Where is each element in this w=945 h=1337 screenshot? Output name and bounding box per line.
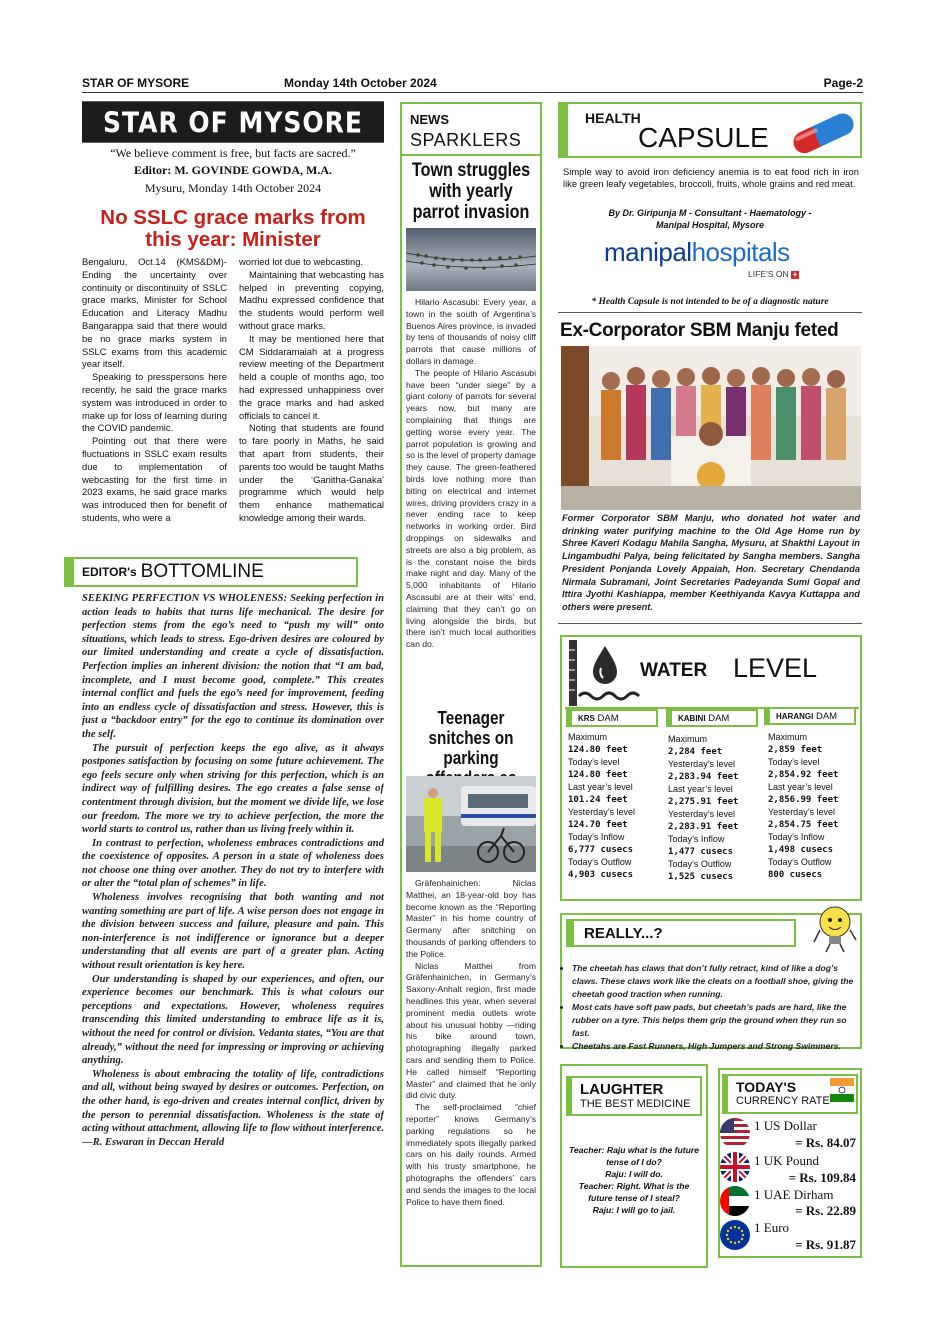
water-icon [563,640,641,708]
editorial-para: In contrast to perfection, wholeness embraces contradictions and the coexistence of opposites. A person in a state of wholeness does not choose one thing over another. They do not try to interfere with or alter the “total plan of schemes” in life. [82,837,384,890]
teen-photo [406,776,536,872]
dam-value: 6,777 cusecs [568,844,634,855]
dam-tab-harangi [764,707,856,725]
dam-value: 2,284 feet [668,746,723,757]
editorial-para: SEEKING PERFECTION VS WHOLENESS: Seeking perfection in action leads to habits that turns life mechanical. The desire for perfection stems from the ego’s need to “push my will” onto situations, which leads to stress. Ego-driven desires are coloured by our limited understanding and create a cycle of dissatisfaction. Perfection implies an inherent division: the notion that “I am bad, incomplete, and I must become good, complete.” This creates internal conflict and fuels the ego’s need for improvement, feeding into an endless cycle of dissatisfaction and stress. However, this is just a “backdoor entry” for the ego to continue its domination over the self. [82,593,384,740]
dam-label: Last year’s level [768,782,833,792]
dam-value: 2,856.99 feet [768,794,839,805]
dam-label: Today’s Inflow [568,832,625,842]
feted-caption: Former Corporator SBM Manju, who donated hot water and drinking water purifying machine to the Old Age Home run by Shree Kaveri Kodagu Mahila Sangha, Mysuru, at Shakthi Layout in Lingambudhi Palya, being felicitated by Sangha members. Sangha President Ponjanda Lovely Appaiah, Hon. Secretary Chendanda Nirmala Subramani, Joint Secretaries Padeyanda Sumi Gopal and Ittira Jyothi Kashiappa, member Keethiyanda Kavya Kuttappa and others were present. [562,513,860,612]
dam-name: KRS [578,714,595,723]
health-label-big: CAPSULE [638,122,769,153]
really-label-box [566,919,796,947]
really-label: REALLY...? [584,925,663,942]
really-item: • The cheetah has claws that don’t fully retract, kind of like a dog’s claws. These claws work like the cleats on a football shoe, giving the cheetah good traction when running. [572,962,860,1001]
uk-flag-icon [720,1152,750,1182]
dam-label: Yesterday’s level [668,809,736,819]
water-label-big: LEVEL [733,653,818,683]
dam-krs-data [568,731,660,881]
lead-para: It may be mentioned here that CM Siddaramaiah at a progress review meeting of the Department held a couple of months ago, too had expressed unhappiness over the grace marks and had asked officials to cancel it. [239,332,384,421]
dam-unit: DAM [597,713,619,724]
manipal-tagline-text: LIFE’S ON [748,269,789,279]
lightbulb-icon [812,902,858,954]
dam-name: HARANGI [776,712,814,721]
really-item: • Cheetahs are Fast Runners, High Jumpers and Strong Swimmers. [572,1040,860,1053]
health-byline-2: Manipal Hospital, Mysore [655,220,765,230]
teen-body [406,878,536,1254]
lead-headline: No SSLC grace marks from this year: Minister [100,206,366,251]
header-rule [82,92,863,93]
dam-value: 800 cusecs [768,869,823,880]
joke-line: Teacher: Right. What is the future tense of I steal? [578,1181,690,1203]
dam-unit: DAM [708,713,730,724]
editorial-label-big: BOTTOMLINE [140,561,264,582]
water-label-small: WATER [640,660,708,681]
editorial-body [82,592,384,1260]
lead-para: Speaking to presspersons here recently, he said the grace marks system was introduced in order to make up for loss of learning during the COVID pandemic. [82,371,227,434]
really-list [562,962,860,1053]
dam-label: Today’s Outflow [668,859,732,869]
currency-value: = Rs. 84.07 [795,1135,856,1150]
lead-col-1 [82,256,227,548]
parrot-photo [406,228,536,291]
feted-rule [558,623,862,624]
dam-name: KABINI [678,714,706,723]
health-rule [558,312,862,313]
feted-headline: Ex-Corporator SBM Manju feted [560,320,839,341]
feted-photo [561,346,861,510]
dam-value: 1,477 cusecs [668,846,734,857]
us-flag-icon [720,1118,750,1148]
header-page: Page-2 [823,76,863,90]
dam-value: 124.70 feet [568,819,628,830]
lead-para: Bengaluru, Oct.14 (KMS&DM)- Ending the uncertainty over continuity or discontinuity of SSLC grace marks, Minister for School Education and Literacy Madhu Bangarappa said that there would be no grace marks system in SSLC exams from this academic year itself. [82,256,227,370]
health-label-small: HEALTH [585,110,641,126]
laughter-label-small: THE BEST MEDICINE [580,1098,691,1110]
manipal-tagline [748,269,799,279]
editorial-para: Our understanding is shaped by our experiences, and often, our experience becomes our benchmark. This is what colours our perceptions and expectations. However, wholeness requires transcending this limited understanding to embrace life as it is, without the need for control or division. Vedanta states, “You are that already,” without the need for impressing or improving or achieving anything. [82,973,384,1067]
currency-name: 1 US Dollar [754,1118,817,1133]
editorial-label-small: EDITOR's [82,565,137,579]
currency-value: = Rs. 91.87 [795,1237,856,1252]
header-paper-name: STAR OF MYSORE [82,76,190,90]
currency-label-big: TODAY'S [736,1079,797,1095]
dam-label: Last year’s level [568,782,633,792]
currency-name: 1 Euro [754,1220,790,1235]
dam-label: Today’s Outflow [768,857,832,867]
health-disclaimer: * Health Capsule is not intended to be of a diagnostic nature [591,297,829,307]
dam-label: Yesterday’s level [568,807,636,817]
dam-value: 2,275.91 feet [668,796,739,807]
lead-para: Noting that students are found to fare poorly in Maths, he said that apart from students, their parents too would be taught Maths under the ‘Ganitha-Ganaka’ programme which would help them enhance mathematical knowledge among their wards. [239,422,384,523]
sparklers-label-big: SPARKLERS [410,130,522,150]
joke-line: Teacher: Raju what is the future tense of I do? [568,1145,700,1167]
teen-para: Gräfenhainichen: Niclas Matthei, an 18-year-old boy has become known as the “Reporting Master” in his home country of Germany after snitching on thousands of parking offenders to the Police. [406,878,536,959]
dam-value: 1,525 cusecs [668,871,734,882]
dam-label: Today’s level [768,757,820,767]
dam-value: 1,498 cusecs [768,844,834,855]
joke-line: Raju: I will do. [605,1169,663,1179]
teen-para: Niclas Matthei from Gräfenhainichen, in Germany’s Saxony-Anhalt region, first made headlines this year, when several prominent media outlets wrote about his unusual hobby —riding his bike around town, photographing illegally parked cars and sending them to Police. He called himself “Reporting Master” and claimed that he only did civic duty. [406,960,536,1101]
currency-label-small: CURRENCY RATE [736,1095,830,1107]
manipal-logo [604,237,790,268]
dam-label: Last year’s level [668,784,733,794]
manipal-logo-part2: hospitals [691,237,790,267]
sparklers-label-small: NEWS [410,112,449,127]
really-item: • Most cats have soft paw pads, but cheetah’s pads are hard, like the rubber on a tyre. This helps them grip the ground when they run so fast. [572,1001,860,1040]
eu-flag-icon [720,1220,750,1250]
teen-para: The self-proclaimed “chief reporter” knows Germany’s parking regulations so he immediately spots illegally parked cars on his daily rounds. Armed with his trusty smartphone, he photographs the offenders’ cars and sends the images to the local Police to have them fined. [406,1102,536,1207]
lead-para: worried lot due to webcasting. [239,256,364,267]
teen-headline: Teenager snitches on parking [428,708,514,768]
parrot-para: The people of Hilario Ascasubi have been “under siege” by a giant colony of parrots for several years now, but many are complaining that things are getting worse every year. The parrot population is growing and so is the level of property damage they cause. The green-feathered birds love nothing more than biting on electrical and internet wires, driving providers crazy in a never ending race to keep networks in working order. Bird droppings on sidewalks and streets are also a big problem, as is the constant noise the birds make night and day. Many of the 5,000 inhabitants of Hilario Ascasubi are at their wits’ end, claiming that they can’t go on living alongside the birds, but there isn’t much local authorities can do. [406,367,536,650]
sparklers-divider [402,154,540,156]
dateline: Mysuru, Monday 14th October 2024 [144,181,322,195]
lead-para: Pointing out that there were fluctuations in SSLC exam results due to implementation of webcasting for the first time in 2023 exams, he said grace marks was introduced then for benefit of students, who were a [82,435,227,523]
dam-tab-krs [566,709,658,727]
dam-kabini-data [668,733,760,883]
dam-value: 124.80 feet [568,744,628,755]
health-text: Simple way to avoid iron deficiency anemia is to eat food rich in iron like green leafy vegetables, broccoli, fruits, whole grains and red meat. [563,166,859,189]
parrot-body [406,297,536,705]
dam-value: 2,283.91 feet [668,821,739,832]
currency-name: 1 UAE Dirham [754,1187,834,1202]
dam-label: Yesterday’s level [768,807,836,817]
motto: “We believe comment is free, but facts are sacred.” [110,146,356,160]
dam-label: Today’s Outflow [568,857,632,867]
header-date: Monday 14th October 2024 [284,76,437,90]
plus-icon: + [792,270,798,279]
dam-value: 2,859 feet [768,744,823,755]
dam-tab-kabini [666,709,758,727]
health-byline-1: By Dr. Giripunja M - Consultant - Haematology - [608,208,812,218]
dam-label: Yesterday’s level [668,759,736,769]
masthead [82,101,384,142]
dam-label: Maximum [668,734,708,744]
dam-label: Today’s level [568,757,620,767]
currency-value: = Rs. 109.84 [788,1170,856,1185]
dam-unit: DAM [815,711,838,722]
capsule-icon [785,108,863,156]
dam-label: Maximum [568,732,608,742]
uae-flag-icon [720,1186,750,1216]
lead-para: Maintaining that webcasting has helped in preventing copying, Madhu expressed confidence that the students would perform well without grace marks. [239,268,384,331]
dam-value: 2,854.92 feet [768,769,839,780]
joke-line: Raju: I will go to jail. [592,1205,676,1215]
editorial-label [64,557,358,587]
manipal-logo-part1: manipal [604,237,692,267]
dam-label: Today’s Inflow [668,834,725,844]
dam-value: 4,903 cusecs [568,869,634,880]
dam-label: Today’s Inflow [768,832,825,842]
editorial-para: Wholeness is about embracing the totality of life, contradictions and all, without being swayed by desires or outcomes. Perfection, on the other hand, is ego-driven and creates internal conflict, driven by the person to perennial dissatisfaction. Wholeness is the state of acting without attachment, allowing life to flow without interference. —R. Eswaran in Deccan Herald [82,1068,384,1148]
joke [566,1144,702,1216]
dam-value: 2,283.94 feet [668,771,739,782]
laughter-label-big: LAUGHTER [580,1081,664,1098]
dam-value: 124.80 feet [568,769,628,780]
lead-col-2 [239,256,384,548]
parrot-headline: Town struggles with yearly parrot invasion [411,160,531,223]
dam-value: 101.24 feet [568,794,628,805]
dam-label: Maximum [768,732,808,742]
editorial-para: Wholeness involves recognising that both wanting and not wanting something are part of life. A wise person does not engage in the division between success and failure, pleasure and pain. This non-interference is not indifference or ignorance but a deeper understanding that all events are part of a greater plan. Acting without result orientation is key here. [82,892,384,972]
india-flag-icon [830,1078,854,1102]
masthead-title: STAR OF MYSORE [102,105,364,139]
dam-value: 2,854.75 feet [768,819,839,830]
dam-harangi-data [768,731,860,881]
currency-name: 1 UK Pound [754,1153,820,1168]
currency-value: = Rs. 22.89 [795,1203,856,1218]
laughter-label-box [566,1076,702,1116]
editor-line: Editor: M. GOVINDE GOWDA, M.A. [134,163,332,177]
editorial-para: The pursuit of perfection keeps the ego alive, as it always postpones satisfaction by focusing on some future achievement. The ego feels secure only when striving for this perfection, which is an indirect way of fulfilling desires. The ego creates a false sense of contentment through division, but the moment we divide life, we lose our freedom. The more we try to achieve perfection, the more the world starts to control us, rather than us living freely within it. [82,742,384,836]
parrot-para: Hilario Ascasubi: Every year, a town in the south of Argentina’s Buenos Aires province, is invaded by tens of thousands of noisy cliff parrots that cause millions of dollars in damage. [406,297,536,366]
